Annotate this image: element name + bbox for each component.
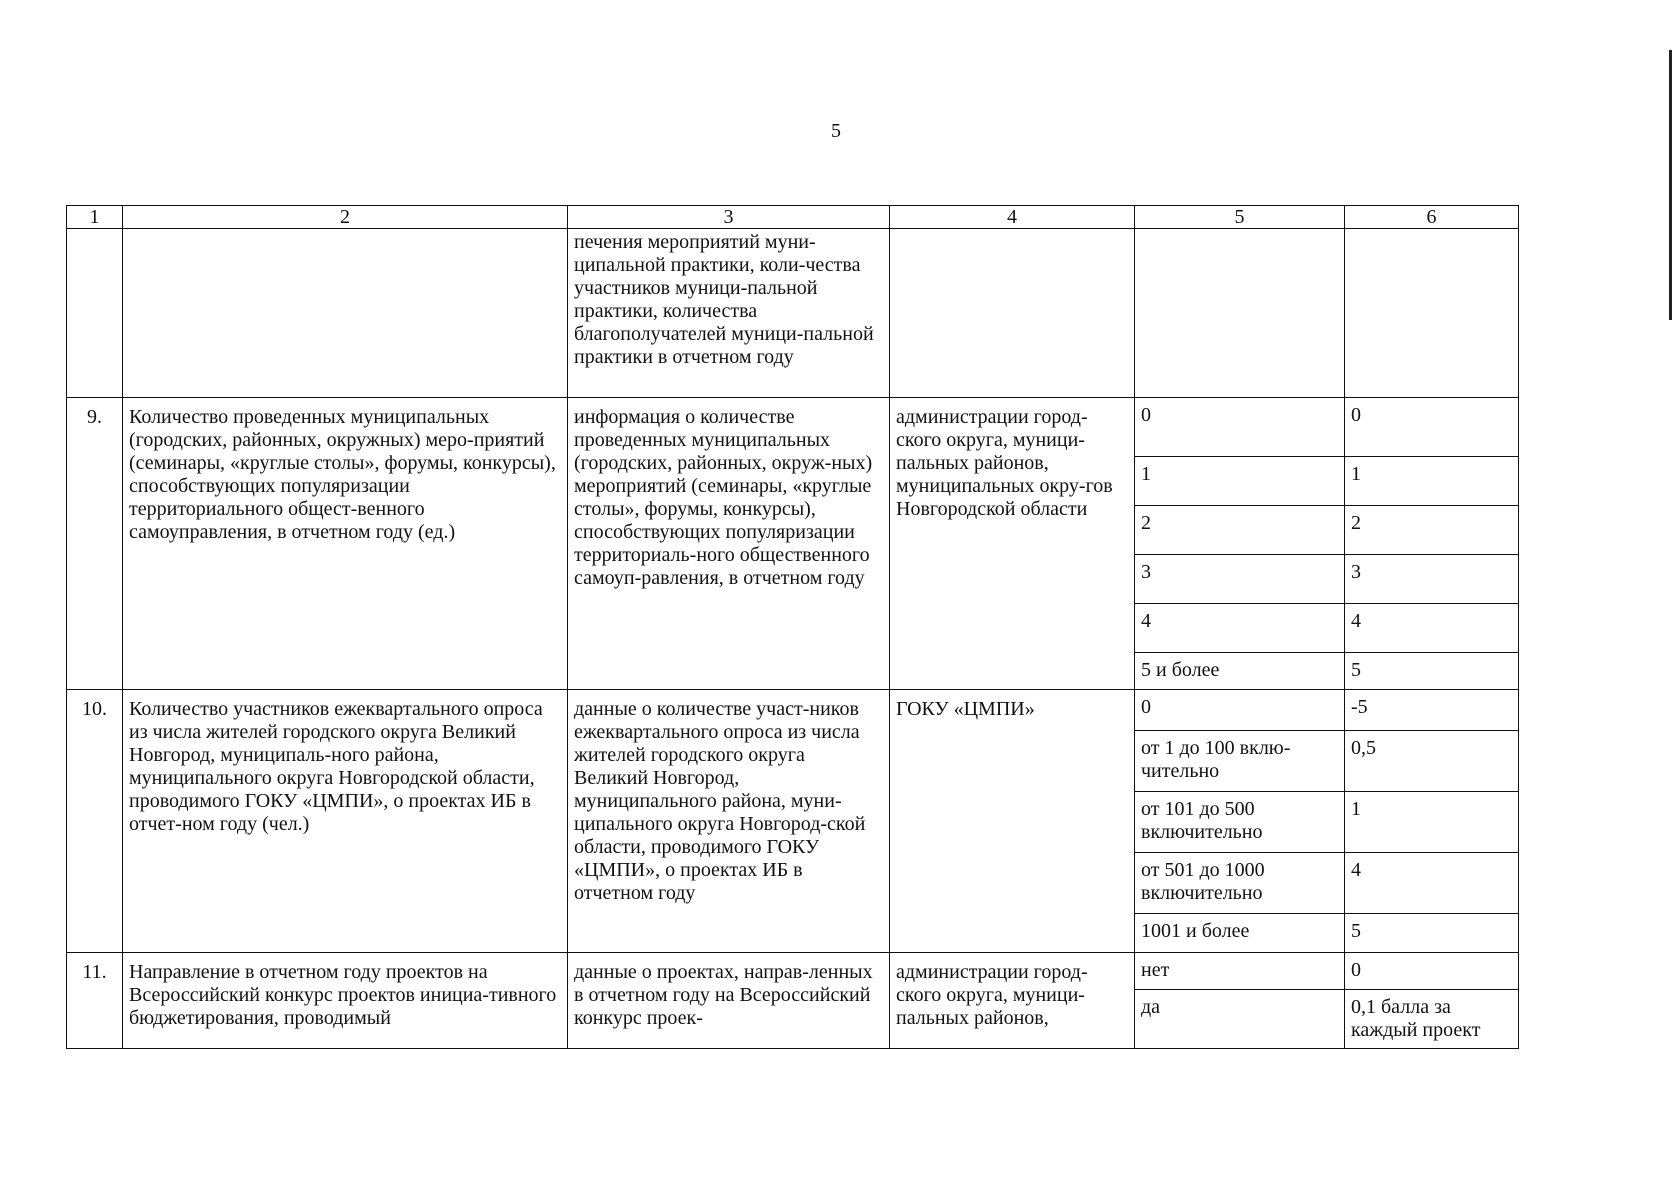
- value-cell: нет: [1135, 953, 1345, 990]
- table-row: [67, 398, 1519, 457]
- value-cell: 2: [1135, 506, 1345, 555]
- score-cell: 5: [1345, 914, 1519, 953]
- indicator-cell: Количество проведенных муниципальных (городских, районных, окружных) меро-приятий (семинары, «круглые столы», форумы, конкурсы), способствующих популяризации территориального общест-венного самоуправления, в отчетном году (ед.): [123, 398, 568, 690]
- value-cell: 0: [1135, 398, 1345, 457]
- header-cell: 5: [1135, 206, 1345, 229]
- score-cell: 4: [1345, 853, 1519, 914]
- empty-cell: [1135, 229, 1345, 398]
- source-cell: информация о количестве проведенных муниципальных (городских, районных, окруж-ных) мероприятий (семинары, «круглые столы», форумы, конкурсы), способствующих популяризации территориаль-ного общественного самоуп-равления, в отчетном году: [568, 398, 890, 690]
- criteria-table: [66, 205, 1519, 1049]
- score-cell: 2: [1345, 506, 1519, 555]
- provider-cell: администрации город-ского округа, муници-пальных районов, муниципальных окру-гов Новгородской области: [890, 398, 1135, 690]
- provider-cell: администрации город-ского округа, муници-пальных районов,: [890, 953, 1135, 1049]
- value-cell: от 101 до 500 включительно: [1135, 792, 1345, 853]
- source-cell: данные о количестве участ-ников ежеквартального опроса из числа жителей городского округа Великий Новгород, муниципального района, муни-ципального округа Новгород-ской области, проводимого ГОКУ «ЦМПИ», о проектах ИБ в отчетном году: [568, 690, 890, 953]
- score-cell: 4: [1345, 604, 1519, 653]
- header-cell: 4: [890, 206, 1135, 229]
- header-cell: 6: [1345, 206, 1519, 229]
- indicator-cell: Направление в отчетном году проектов на Всероссийский конкурс проектов инициа-тивного бюджетирования, проводимый: [123, 953, 568, 1049]
- value-cell: 1001 и более: [1135, 914, 1345, 953]
- row-number: 11.: [67, 953, 123, 1049]
- source-cell: данные о проектах, направ-ленных в отчетном году на Всероссийский конкурс проек-: [568, 953, 890, 1049]
- page-number: 5: [831, 120, 841, 142]
- value-cell: 5 и более: [1135, 653, 1345, 690]
- empty-cell: [890, 229, 1135, 398]
- score-cell: 1: [1345, 792, 1519, 853]
- score-cell: 0,5: [1345, 731, 1519, 792]
- source-cell: печения мероприятий муни-ципальной практики, коли-чества участников муници-пальной практики, количества благополучателей муници-пальной практики в отчетном году: [568, 229, 890, 398]
- table-row: [67, 953, 1519, 990]
- value-cell: 1: [1135, 457, 1345, 506]
- score-cell: 3: [1345, 555, 1519, 604]
- table-row: [67, 690, 1519, 731]
- value-cell: от 501 до 1000 включительно: [1135, 853, 1345, 914]
- value-cell: да: [1135, 990, 1345, 1049]
- indicator-cell: Количество участников ежеквартального опроса из числа жителей городского округа Великий Новгород, муниципаль-ного района, муниципального округа Новгородской области, проводимого ГОКУ «ЦМПИ», о проектах ИБ в отчет-ном году (чел.): [123, 690, 568, 953]
- score-cell: 5: [1345, 653, 1519, 690]
- score-cell: 1: [1345, 457, 1519, 506]
- header-cell: 3: [568, 206, 890, 229]
- score-cell: -5: [1345, 690, 1519, 731]
- continuation-row: [67, 229, 1519, 398]
- score-cell: 0: [1345, 398, 1519, 457]
- value-cell: 3: [1135, 555, 1345, 604]
- value-cell: 0: [1135, 690, 1345, 731]
- empty-cell: [67, 229, 123, 398]
- score-cell: 0: [1345, 953, 1519, 990]
- header-row: [67, 206, 1519, 229]
- header-cell: 2: [123, 206, 568, 229]
- value-cell: 4: [1135, 604, 1345, 653]
- empty-cell: [1345, 229, 1519, 398]
- value-cell: от 1 до 100 вклю-чительно: [1135, 731, 1345, 792]
- score-cell: 0,1 балла за каждый проект: [1345, 990, 1519, 1049]
- empty-cell: [123, 229, 568, 398]
- row-number: 10.: [67, 690, 123, 953]
- header-cell: 1: [67, 206, 123, 229]
- provider-cell: ГОКУ «ЦМПИ»: [890, 690, 1135, 953]
- row-number: 9.: [67, 398, 123, 690]
